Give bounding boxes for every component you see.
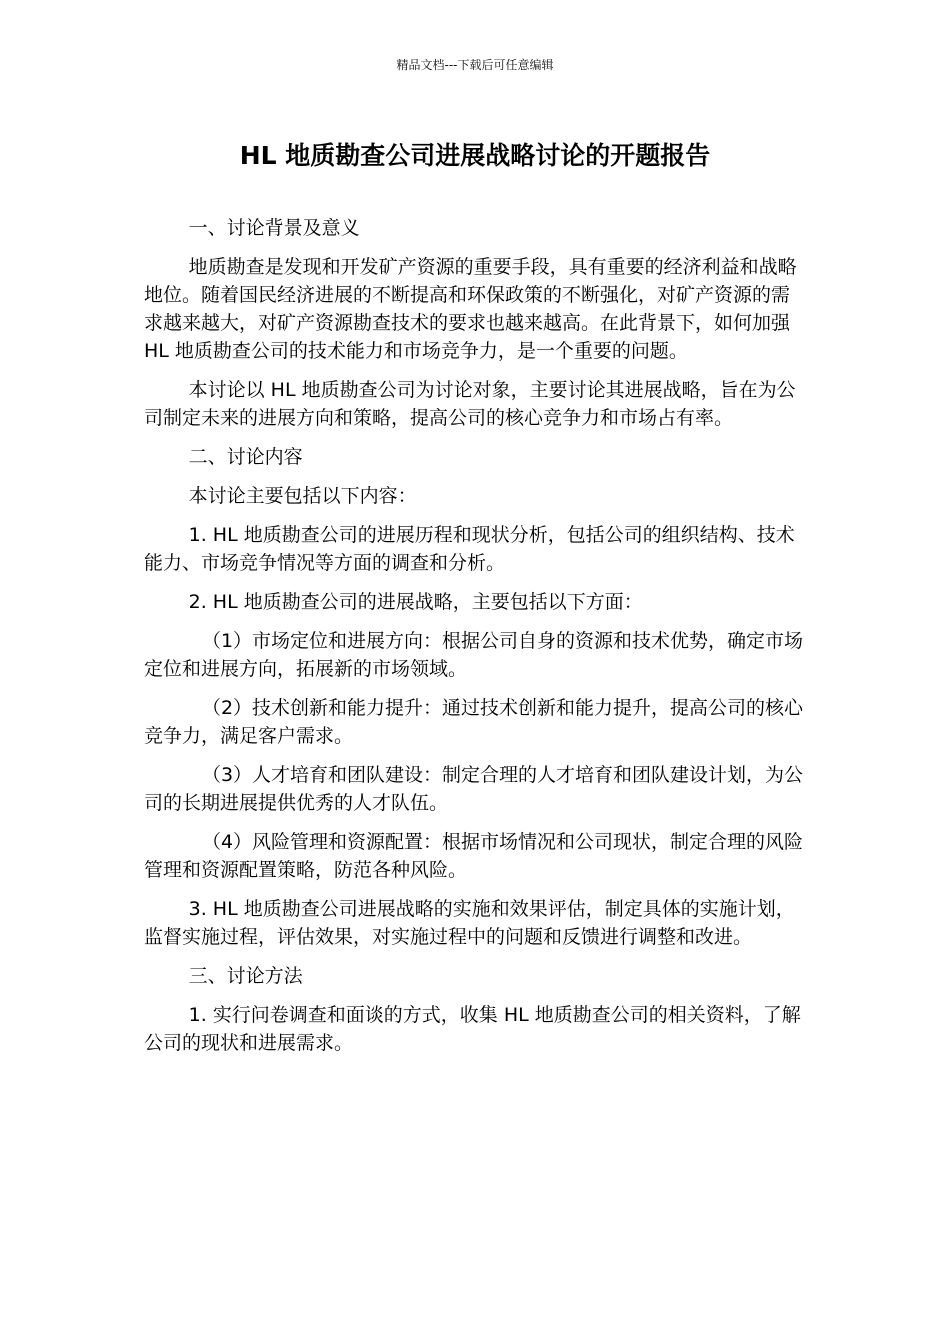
sub-item-4: （4）风险管理和资源配置：根据市场情况和公司现状，制定合理的风险管理和资源配置策略，防范各种风险。 bbox=[144, 831, 804, 881]
paragraph-objective: 本讨论以 HL 地质勘查公司为讨论对象，主要讨论其进展战略，旨在为公司制定未来的进展方向和策略，提高公司的核心竞争力和市场占有率。 bbox=[144, 379, 796, 429]
method-item-1: 1. 实行问卷调查和面谈的方式，收集 HL 地质勘查公司的相关资料，了解公司的现状和进展需求。 bbox=[144, 1004, 801, 1054]
document-title: HL 地质勘查公司进展战略讨论的开题报告 bbox=[239, 141, 711, 170]
section-heading-background: 一、讨论背景及意义 bbox=[188, 217, 360, 239]
sub-item-2: （2）技术创新和能力提升：通过技术创新和能力提升，提高公司的核心竞争力，满足客户需求。 bbox=[144, 697, 804, 747]
paragraph-content-intro: 本讨论主要包括以下内容： bbox=[188, 485, 417, 507]
sub-item-3: （3）人才培育和团队建设：制定合理的人才培育和团队建设计划，为公司的长期进展提供优秀的人才队伍。 bbox=[144, 764, 804, 814]
document-body bbox=[144, 214, 808, 1057]
list-item-1: 1. HL 地质勘查公司的进展历程和现状分析，包括公司的组织结构、技术能力、市场竞争情况等方面的调查和分析。 bbox=[144, 524, 795, 574]
sub-item-1: （1）市场定位和进展方向：根据公司自身的资源和技术优势，确定市场定位和进展方向，拓展新的市场领域。 bbox=[144, 630, 804, 680]
section-heading-method: 三、讨论方法 bbox=[188, 965, 303, 987]
paragraph-background: 地质勘查是发现和开发矿产资源的重要手段，具有重要的经济利益和战略地位。随着国民经济进展的不断提高和环保政策的不断强化，对矿产资源的需求越来越大，对矿产资源勘查技术的要求也越来越高。在此背景下，如何加强 HL 地质勘查公司的技术能力和市场竞争力，是一个重要的问题。 bbox=[144, 256, 797, 362]
header-note: 精品文档---下载后可任意编辑 bbox=[396, 58, 554, 72]
section-heading-content: 二、讨论内容 bbox=[188, 446, 303, 468]
list-item-2: 2. HL 地质勘查公司的进展战略，主要包括以下方面： bbox=[188, 591, 643, 613]
list-item-3: 3. HL 地质勘查公司进展战略的实施和效果评估，制定具体的实施计划，监督实施过程，评估效果，对实施过程中的问题和反馈进行调整和改进。 bbox=[144, 898, 795, 948]
